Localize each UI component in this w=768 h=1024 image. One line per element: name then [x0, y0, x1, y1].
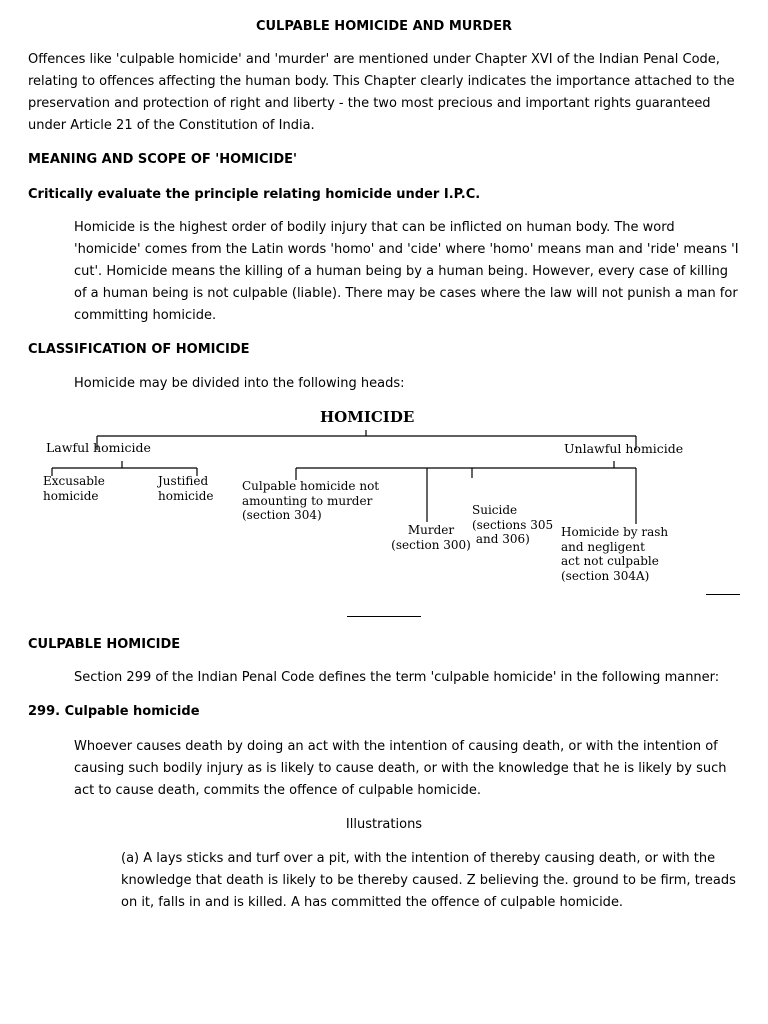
heading-question: Critically evaluate the principle relating homicide under I.P.C.: [28, 187, 481, 202]
diagram-lawful-homicide: Lawful homicide: [46, 440, 151, 455]
diagram-suicide: Suicide (sections 305 and 306): [472, 503, 554, 546]
diagram-culpable-homicide-not-murder: Culpable homicide not amounting to murder (section 304): [242, 479, 380, 522]
diagram-root-homicide: HOMICIDE: [320, 408, 415, 426]
separator-line-right: [706, 594, 740, 595]
diagram-murder: Murder (section 300): [391, 523, 471, 552]
diagram-justified-homicide: Justified homicide: [158, 474, 214, 503]
definition-paragraph: Whoever causes death by doing an act with the intention of causing death, or with the intention of causing such bodily injury as is likely to cause death, or with the knowledge that he is likely by such act to cause death, commits the offence of culpable homicide.: [74, 739, 727, 798]
illustration-a-paragraph: (a) A lays sticks and turf over a pit, with the intention of thereby causing death, or with the knowledge that death is likely to be thereby caused. Z believing the. ground to be firm, treads on it, falls in and is killed. A has committed the offence of culpable homicide.: [121, 851, 736, 910]
illustrations-label: Illustrations: [345, 817, 423, 832]
heading-meaning-scope: MEANING AND SCOPE OF 'HOMICIDE': [28, 152, 297, 167]
separator-line-center: [347, 616, 421, 617]
section-299-heading: 299. Culpable homicide: [28, 704, 200, 719]
section-299-intro: Section 299 of the Indian Penal Code defines the term 'culpable homicide' in the following manner:: [74, 670, 720, 685]
document-title: CULPABLE HOMICIDE AND MURDER: [255, 19, 513, 34]
homicide-paragraph: Homicide is the highest order of bodily injury that can be inflicted on human body. The word 'homicide' comes from the Latin words 'homo' and 'cide' where 'homo' means man and 'ride' means 'I cut'. Homicide means the killing of a human being by a human being. However, every case of killing of a human being is not culpable (liable). There may be cases where the law will not punish a man for committing homicide.: [74, 220, 739, 323]
heading-classification: CLASSIFICATION OF HOMICIDE: [28, 342, 250, 357]
diagram-unlawful-homicide: Unlawful homicide: [564, 441, 684, 456]
diagram-homicide-rash-negligent: Homicide by rash and negligent act not culpable (section 304A): [561, 525, 669, 583]
intro-paragraph: Offences like 'culpable homicide' and 'murder' are mentioned under Chapter XVI of the Indian Penal Code, relating to offences affecting the human body. This Chapter clearly indicates the importance attached to the preservation and protection of right and liberty - the two most precious and important rights guaranteed under Article 21 of the Constitution of India.: [28, 52, 735, 133]
heading-culpable-homicide: CULPABLE HOMICIDE: [28, 637, 181, 652]
diagram-excusable-homicide: Excusable homicide: [43, 474, 105, 503]
classification-paragraph: Homicide may be divided into the following heads:: [74, 376, 405, 391]
